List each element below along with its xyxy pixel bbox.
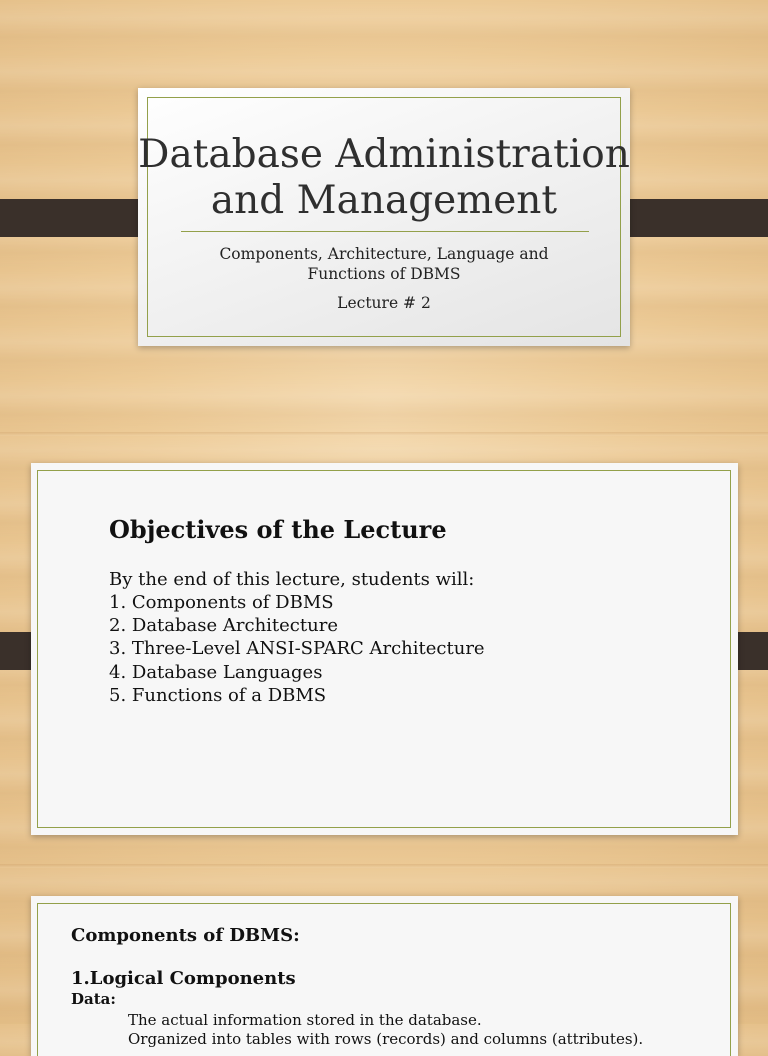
- title-divider: [181, 231, 589, 232]
- slide-subtitle-line2: Functions of DBMS: [307, 265, 461, 283]
- objective-item: 3. Three-Level ANSI-SPARC Architecture: [109, 638, 485, 660]
- slide-title-line1: Database Administration: [138, 132, 630, 177]
- data-description: The actual information stored in the database.: [128, 1011, 482, 1029]
- objective-item: 1. Components of DBMS: [109, 592, 334, 613]
- objective-item: 2. Database Architecture: [109, 615, 338, 637]
- objective-item: 4. Database Languages: [109, 661, 323, 683]
- wood-seam: [0, 864, 768, 868]
- slide-title: [128, 132, 640, 224]
- logical-components-heading: 1.Logical Components: [71, 968, 296, 989]
- objectives-list: [109, 591, 485, 707]
- objectives-slide[interactable]: [31, 463, 738, 835]
- components-heading: Components of DBMS:: [71, 925, 300, 946]
- title-slide[interactable]: [138, 88, 630, 346]
- wood-seam: [0, 432, 768, 436]
- slide-border: [138, 97, 630, 337]
- slide-border: [37, 903, 731, 1056]
- objectives-title: Objectives of the Lecture: [109, 515, 447, 544]
- data-description-2: Organized into tables with rows (records) and columns (attributes).: [128, 1030, 644, 1048]
- slide-subtitle: [168, 244, 600, 284]
- lecture-number: Lecture # 2: [337, 294, 431, 312]
- data-label: Data:: [71, 990, 116, 1008]
- slide-title-line2: and Management: [210, 178, 558, 223]
- slide-border: [37, 470, 731, 828]
- components-slide[interactable]: [31, 896, 738, 1056]
- objective-item: 5. Functions of a DBMS: [109, 684, 327, 706]
- slide-subtitle-line1: Components, Architecture, Language and: [219, 245, 549, 263]
- objectives-intro: By the end of this lecture, students will:: [109, 569, 475, 590]
